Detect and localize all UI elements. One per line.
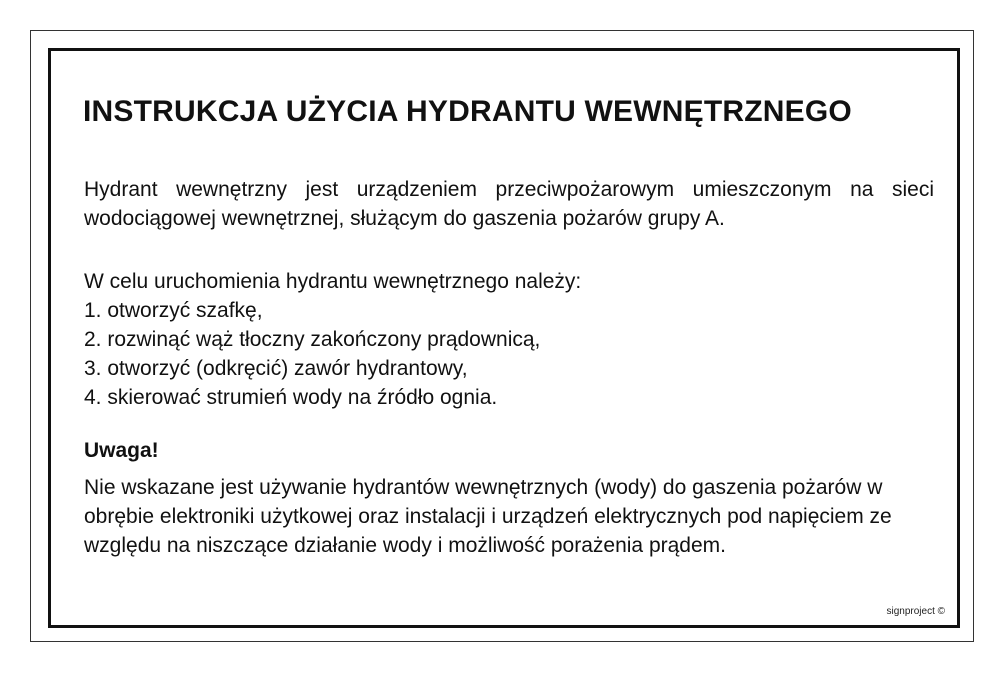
step-item: 4. skierować strumień wody na źródło ognia. <box>84 386 498 409</box>
sign-title: INSTRUKCJA UŻYCIA HYDRANTU WEWNĘTRZNEGO <box>83 95 852 128</box>
steps-section <box>84 267 934 412</box>
step-item: 1. otworzyć szafkę, <box>84 299 263 322</box>
step-item: 2. rozwinąć wąż tłoczny zakończony prądownicą, <box>84 328 541 351</box>
steps-list <box>84 296 934 412</box>
warning-paragraph: Nie wskazane jest używanie hydrantów wewnętrznych (wody) do gaszenia pożarów w obrębie elektroniki użytkowej oraz instalacji i urządzeń elektrycznych pod napięciem ze względu na niszczące działanie wody i możliwość porażenia prądem. <box>84 476 892 557</box>
steps-lead: W celu uruchomienia hydrantu wewnętrznego należy: <box>84 270 582 293</box>
intro-paragraph: Hydrant wewnętrzny jest urządzeniem przeciwpożarowym umieszczonym na sieci wodociągowej wewnętrznej, służącym do gaszenia pożarów grupy A. <box>84 178 934 230</box>
brand-mark: signproject © <box>886 606 945 617</box>
hydrant-instruction-sign <box>48 48 960 628</box>
step-item: 3. otworzyć (odkręcić) zawór hydrantowy, <box>84 357 468 380</box>
warning-heading: Uwaga! <box>84 439 159 462</box>
